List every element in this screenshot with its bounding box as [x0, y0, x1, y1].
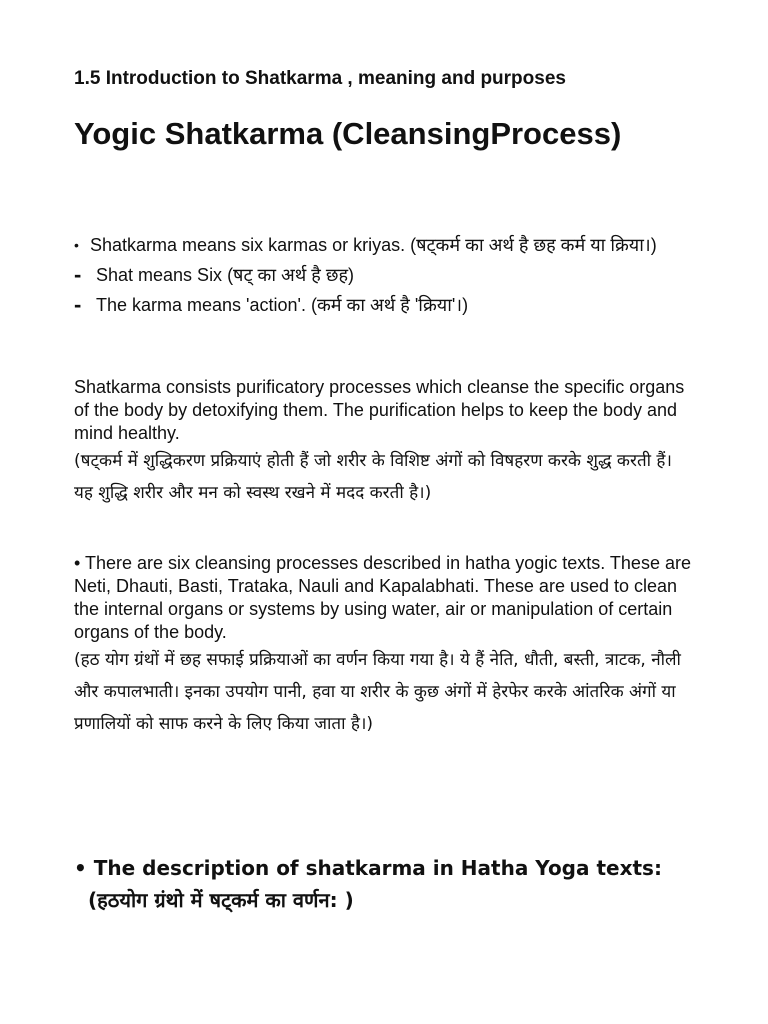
processes-paragraph — [74, 552, 694, 740]
paragraph-english: Shatkarma consists purificatory processes which cleanse the specific organs of the body by detoxifying them. The purification helps to keep the body and mind healthy. — [74, 377, 685, 443]
list-item — [74, 260, 714, 290]
list-item — [74, 290, 714, 320]
paragraph-hindi: (हठ योग ग्रंथों में छह सफाई प्रक्रियाओं का वर्णन किया गया है। ये हैं नेति, धौती, बस्ती, त्राटक, नौली और कपालभाती। इनका उपयोग पानी, हवा या शरीर के कुछ अंगों में हेरफेर करके आंतरिक अंगों या प्रणालियों को साफ करने के लिए किया जाता है।) — [74, 650, 681, 734]
bullet-icon: • — [74, 237, 79, 253]
purpose-paragraph — [74, 376, 694, 509]
page-title: Yogic Shatkarma (CleansingProcess) — [74, 116, 622, 151]
heading-hindi: (हठयोग ग्रंथो में षट्कर्म का वर्णन: ) — [88, 888, 354, 912]
list-item — [74, 230, 714, 260]
dash-icon: - — [74, 262, 82, 287]
meaning-list — [74, 230, 714, 320]
dash-icon: - — [74, 292, 82, 317]
description-heading — [74, 852, 734, 916]
section-heading: 1.5 Introduction to Shatkarma , meaning and purposes — [74, 68, 566, 89]
list-item-text: The karma means 'action'. (कर्म का अर्थ है 'क्रिया'।) — [96, 295, 469, 315]
list-item-text: Shat means Six (षट् का अर्थ है छह) — [96, 265, 355, 285]
paragraph-hindi: (षट्कर्म में शुद्धिकरण प्रक्रियाएं होती हैं जो शरीर के विशिष्ट अंगों को विषहरण करके शुद्ध करती हैं। यह शुद्धि शरीर और मन को स्वस्थ रखने में मदद करती है।) — [74, 451, 672, 503]
heading-english: • The description of shatkarma in Hatha Yoga texts: — [74, 856, 662, 880]
list-item-text: Shatkarma means six karmas or kriyas. (षट्कर्म का अर्थ है छह कर्म या क्रिया।) — [90, 235, 657, 255]
paragraph-english: • There are six cleansing processes described in hatha yogic texts. These are Neti, Dhauti, Basti, Trataka, Nauli and Kapalabhati. These are used to clean the internal organs or systems by using water, air or manipulation of certain organs of the body. — [74, 553, 691, 642]
